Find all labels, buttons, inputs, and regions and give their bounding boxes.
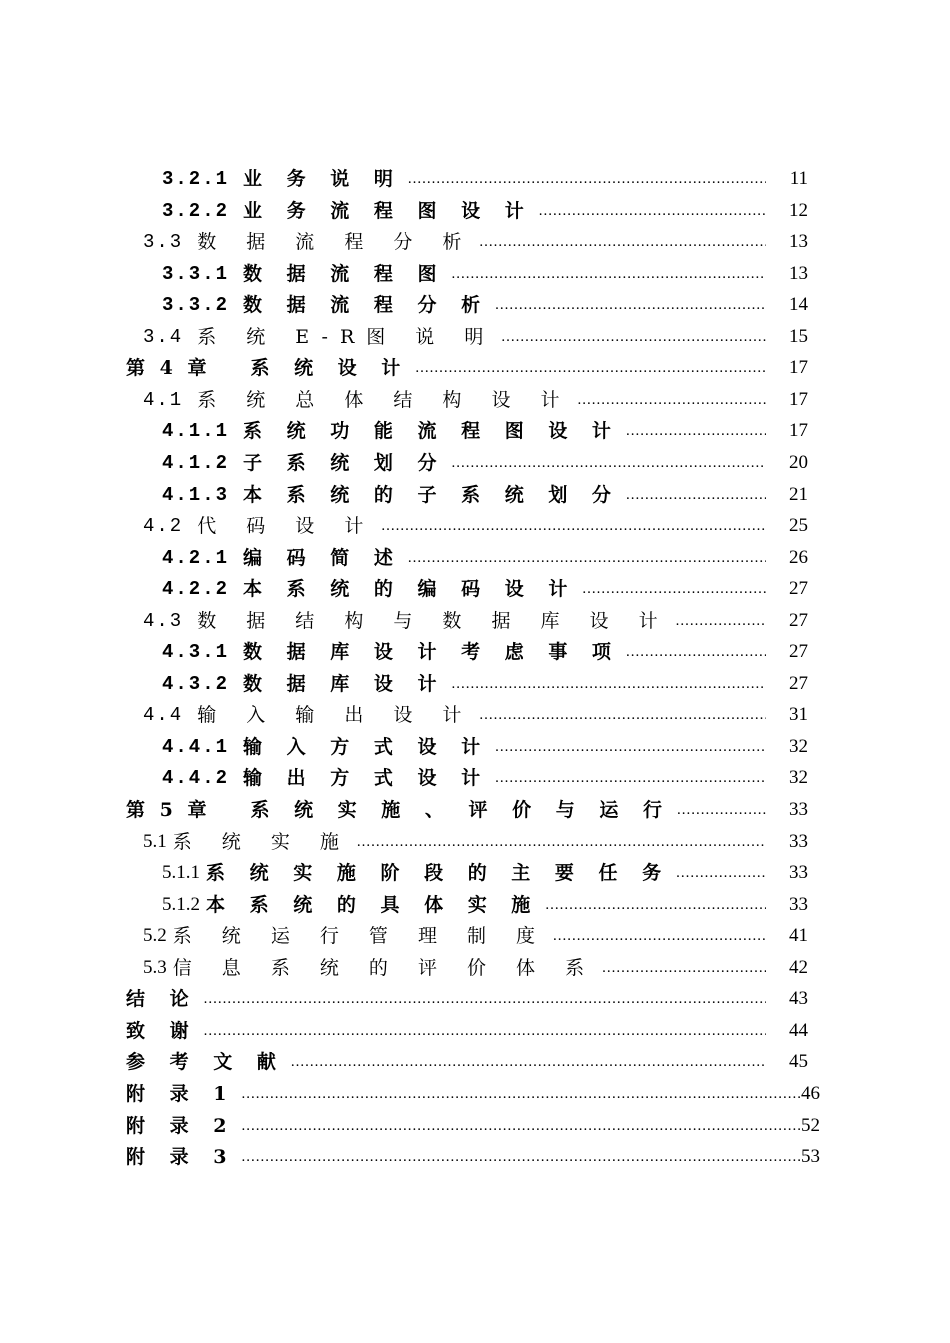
toc-entry-title: 编 码 简 述 <box>243 546 402 569</box>
toc-page-number: 27 <box>789 578 808 600</box>
toc-entry[interactable] <box>162 290 808 320</box>
toc-entry[interactable] <box>162 259 808 289</box>
toc-entry-number: 5.1.2 <box>162 893 200 915</box>
toc-page-number: 33 <box>789 799 808 820</box>
toc-dot-leader <box>626 637 766 667</box>
toc-page-number: 27 <box>789 609 808 631</box>
toc-entry[interactable] <box>162 416 808 446</box>
toc-dot-leader <box>451 259 766 289</box>
toc-entry-title: 子 系 统 划 分 <box>243 451 446 474</box>
toc-entry-title: 附 录 3 <box>126 1146 236 1169</box>
toc-entry-title: 代 码 设 计 <box>197 515 376 538</box>
toc-dot-leader <box>582 574 766 604</box>
toc-page-number: 33 <box>789 893 808 915</box>
toc-dot-leader <box>495 732 766 762</box>
toc-entry-title: 信 息 系 统 的 评 价 体 系 <box>172 956 597 979</box>
toc-page-number: 13 <box>789 262 808 284</box>
toc-entry[interactable] <box>162 480 808 510</box>
toc-entry-number: 3.3 <box>143 231 184 254</box>
toc-entry-title: 数 据 库 设 计 考 虑 事 项 <box>243 641 620 664</box>
toc-page-number: 43 <box>789 988 808 1010</box>
toc-page-number: 33 <box>789 830 808 852</box>
toc-dot-leader <box>539 196 766 226</box>
toc-page-number: 13 <box>789 231 808 253</box>
toc-page-number: 42 <box>789 956 808 978</box>
toc-entry-title: 本 系 统 的 编 码 设 计 <box>243 578 577 601</box>
toc-entry-title: 系 统 设 计 <box>250 357 410 380</box>
toc-page-number: 20 <box>789 451 808 473</box>
toc-entry-title: 系 统 功 能 流 程 图 设 计 <box>243 420 620 443</box>
toc-entry-number: 4.3.1 <box>162 641 230 664</box>
toc-dot-leader <box>578 385 767 415</box>
toc-entry-number: 4.3 <box>143 609 184 632</box>
toc-entry-title: 附 录 2 <box>126 1114 236 1137</box>
toc-entry[interactable] <box>162 543 808 573</box>
toc-dot-leader <box>479 700 766 730</box>
toc-entry-number: 第 4 章 <box>126 357 211 380</box>
toc-entry[interactable] <box>162 637 808 667</box>
toc-page-number: 17 <box>789 420 808 442</box>
toc-dot-leader <box>545 890 766 920</box>
toc-entry-number: 4.1.3 <box>162 483 230 506</box>
toc-dot-leader <box>495 763 766 793</box>
toc-dot-leader <box>479 227 766 257</box>
toc-entry[interactable] <box>126 1079 820 1109</box>
toc-dot-leader <box>451 448 766 478</box>
toc-entry-number: 4.4.1 <box>162 735 230 758</box>
toc-entry[interactable] <box>162 448 808 478</box>
toc-entry-number: 3.3.2 <box>162 294 230 317</box>
toc-page-number: 32 <box>789 735 808 757</box>
toc-entry-title: 系 统 运 行 管 理 制 度 <box>172 925 548 948</box>
toc-dot-leader <box>677 795 766 825</box>
toc-entry[interactable] <box>162 196 808 226</box>
toc-page-number: 53 <box>801 1146 820 1168</box>
toc-page-number: 45 <box>789 1051 808 1073</box>
toc-page-number: 27 <box>789 672 808 694</box>
toc-entry-title: 系 统 实 施 阶 段 的 主 要 任 务 <box>206 862 671 885</box>
toc-entry-number: 5.2 <box>143 925 167 947</box>
toc-entry[interactable] <box>162 890 808 920</box>
toc-entry[interactable] <box>126 1047 808 1077</box>
toc-entry-number: 4.4.2 <box>162 767 230 790</box>
toc-dot-leader <box>204 1016 766 1046</box>
toc-dot-leader <box>408 164 766 194</box>
toc-entry-title: 结 论 <box>126 988 198 1011</box>
toc-entry-title: 数 据 流 程 分 析 <box>197 231 474 254</box>
toc-page-number: 31 <box>789 704 808 726</box>
toc-dot-leader <box>451 669 766 699</box>
toc-entry[interactable] <box>126 795 808 825</box>
toc-entry[interactable] <box>126 1111 820 1141</box>
toc-entry-title: 业 务 说 明 <box>243 168 402 190</box>
toc-page-number: 32 <box>789 767 808 789</box>
toc-dot-leader <box>676 858 766 888</box>
toc-entry-title: 输 出 方 式 设 计 <box>243 767 490 790</box>
toc-dot-leader <box>241 1142 801 1172</box>
toc-entry-title: 系 统 实 施 <box>172 830 351 853</box>
toc-entry-number: 第 5 章 <box>126 799 211 821</box>
toc-entry-number: 4.1.2 <box>162 451 230 474</box>
toc-entry-number: 3.3.1 <box>162 262 230 285</box>
toc-entry-title: 系 统 实 施 、 评 价 与 运 行 <box>250 799 671 821</box>
toc-entry[interactable] <box>143 511 808 541</box>
toc-dot-leader <box>204 984 766 1014</box>
toc-dot-leader <box>495 290 766 320</box>
toc-entry[interactable] <box>143 700 808 730</box>
toc-entry-number: 4.2 <box>143 515 184 538</box>
toc-dot-leader <box>602 953 766 983</box>
toc-entry-title: 本 系 统 的 具 体 实 施 <box>206 893 540 916</box>
toc-page-number: 11 <box>789 168 808 189</box>
toc-entry[interactable] <box>143 921 808 951</box>
toc-page-number: 17 <box>789 388 808 410</box>
toc-entry-title: 致 谢 <box>126 1019 198 1042</box>
toc-dot-leader <box>553 921 766 951</box>
toc-entry-title: 本 系 统 的 子 系 统 划 分 <box>243 483 620 506</box>
toc-entry[interactable] <box>126 1016 808 1046</box>
toc-entry[interactable] <box>162 574 808 604</box>
toc-entry-title: 数 据 结 构 与 数 据 库 设 计 <box>197 609 670 632</box>
toc-page-number: 17 <box>789 357 808 379</box>
toc-entry-number: 5.1.1 <box>162 862 200 884</box>
toc-entry[interactable] <box>162 858 808 888</box>
toc-page-number: 44 <box>789 1019 808 1041</box>
toc-entry[interactable] <box>126 1142 820 1172</box>
toc-dot-leader <box>408 543 766 573</box>
toc-page-number: 26 <box>789 546 808 568</box>
toc-entry[interactable] <box>143 827 808 857</box>
toc-entry-number: 4.1.1 <box>162 420 230 443</box>
toc-entry[interactable] <box>162 732 808 762</box>
toc-dot-leader <box>676 606 766 636</box>
toc-page-number: 25 <box>789 515 808 537</box>
toc-dot-leader <box>381 511 766 541</box>
toc-page-number: 21 <box>789 483 808 505</box>
toc-entry-number: 4.4 <box>143 704 184 727</box>
toc-page-number: 41 <box>789 925 808 947</box>
toc-entry[interactable] <box>143 227 808 257</box>
toc-entry-number: 4.3.2 <box>162 672 230 695</box>
toc-entry[interactable] <box>143 606 808 636</box>
toc-page-number: 52 <box>801 1114 820 1136</box>
toc-entry-number: 3.4 <box>143 325 184 348</box>
toc-page-number: 14 <box>789 294 808 316</box>
toc-entry[interactable] <box>143 322 808 352</box>
toc-entry[interactable] <box>143 385 808 415</box>
toc-dot-leader <box>241 1111 801 1141</box>
toc-entry[interactable] <box>126 984 808 1014</box>
toc-entry-number: 4.2.2 <box>162 578 230 601</box>
toc-dot-leader <box>626 480 766 510</box>
toc-page-number: 12 <box>789 199 808 221</box>
toc-entry-number: 3.2.2 <box>162 199 230 222</box>
toc-entry[interactable] <box>162 669 808 699</box>
toc-entry-number: 3.2.1 <box>162 168 230 190</box>
toc-dot-leader <box>357 827 766 857</box>
toc-entry-title: 系 统 E-R图 说 明 <box>197 325 496 348</box>
toc-page-number: 15 <box>789 325 808 347</box>
toc-entry-title: 输 入 方 式 设 计 <box>243 735 490 758</box>
toc-entry-title: 数 据 库 设 计 <box>243 672 446 695</box>
toc-dot-leader <box>501 322 766 352</box>
toc-entry[interactable] <box>126 353 808 383</box>
toc-entry-title: 系 统 总 体 结 构 设 计 <box>197 388 572 411</box>
toc-entry-number: 5.3 <box>143 956 167 978</box>
toc-entry[interactable] <box>162 763 808 793</box>
toc-dot-leader <box>415 353 766 383</box>
toc-entry-number: 4.2.1 <box>162 546 230 569</box>
toc-page-number: 46 <box>801 1082 820 1104</box>
toc-dot-leader <box>241 1079 801 1109</box>
toc-dot-leader <box>291 1047 766 1077</box>
toc-entry-title: 业 务 流 程 图 设 计 <box>243 199 533 222</box>
toc-entry-number: 5.1 <box>143 830 167 852</box>
toc-entry-title: 输 入 输 出 设 计 <box>197 704 474 727</box>
toc-entry[interactable] <box>143 953 808 983</box>
toc-entry-title: 附 录 1 <box>126 1082 236 1105</box>
toc-page-number: 33 <box>789 862 808 884</box>
toc-page-number: 27 <box>789 641 808 663</box>
toc-entry-title: 数 据 流 程 图 <box>243 262 446 285</box>
toc-dot-leader <box>626 416 766 446</box>
toc-entry-title: 数 据 流 程 分 析 <box>243 294 490 317</box>
toc-entry[interactable] <box>162 164 808 194</box>
toc-entry-number: 4.1 <box>143 388 184 411</box>
toc-entry-title: 参 考 文 献 <box>126 1051 285 1074</box>
